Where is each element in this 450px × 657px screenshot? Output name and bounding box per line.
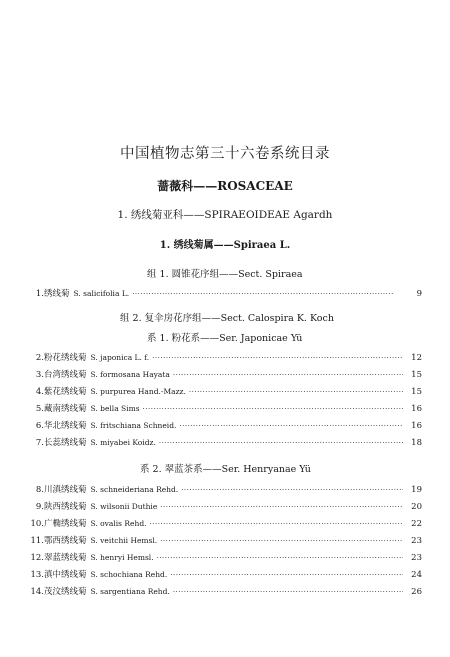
entry-scientific-name: S. bella Sims — [90, 404, 140, 413]
dot-leader — [132, 290, 403, 298]
entry-chinese-name: 华北绣线菊 — [44, 421, 87, 431]
dot-leader — [189, 388, 403, 396]
entry-scientific-name: S. salicifolia L. — [73, 289, 130, 298]
entry-scientific-name: S. purpurea Hand.-Mazz. — [90, 387, 186, 396]
entry-chinese-name: 绣线菊 — [44, 289, 70, 299]
dot-leader — [173, 588, 403, 596]
entry-chinese-name: 川滇绣线菊 — [44, 485, 87, 495]
entry-chinese-name: 陕西绣线菊 — [44, 502, 87, 512]
dot-leader — [143, 405, 403, 413]
list-item — [18, 568, 422, 581]
entry-page-number: 26 — [411, 587, 422, 597]
entry-number: 12. — [30, 553, 44, 563]
entry-scientific-name: S. wilsonii Duthie — [90, 502, 158, 511]
list-item — [18, 585, 422, 598]
series-header-2: 系 2. 翠蓝茶系——Ser. Henryanae Yü — [140, 464, 311, 475]
dot-leader — [160, 503, 403, 511]
dot-leader — [152, 354, 403, 362]
list-item — [18, 368, 422, 381]
list-item — [18, 287, 422, 300]
entry-page-number: 19 — [411, 485, 422, 495]
list-item — [18, 483, 422, 496]
dot-leader — [179, 422, 403, 430]
entry-number: 3. — [35, 370, 44, 380]
list-item — [18, 351, 422, 364]
list-item — [18, 419, 422, 432]
entry-number: 4. — [35, 387, 44, 397]
family-heading: 蔷薇科——ROSACEAE — [157, 179, 293, 193]
entry-scientific-name: S. schneideriana Rehd. — [90, 485, 179, 494]
dot-leader — [157, 554, 403, 562]
entry-number: 1. — [35, 289, 44, 299]
entry-page-number: 20 — [411, 502, 422, 512]
entry-number: 9. — [35, 502, 44, 512]
dot-leader — [173, 371, 403, 379]
entry-chinese-name: 台湾绣线菊 — [44, 370, 87, 380]
entry-page-number: 23 — [411, 553, 422, 563]
entry-page-number: 12 — [411, 353, 422, 363]
dot-leader — [150, 520, 403, 528]
list-item — [18, 402, 422, 415]
entry-scientific-name: S. miyabei Koidz. — [90, 438, 156, 447]
entry-page-number: 16 — [411, 404, 422, 414]
entry-chinese-name: 粉花绣线菊 — [44, 353, 87, 363]
genus-heading: 1. 绣线菊属——Spiraea L. — [159, 240, 291, 251]
list-item — [18, 436, 422, 449]
list-item — [18, 500, 422, 513]
entry-chinese-name: 翠蓝绣线菊 — [44, 553, 87, 563]
entry-chinese-name: 长蕊绣线菊 — [44, 438, 87, 448]
entry-scientific-name: S. formosana Hayata — [90, 370, 170, 379]
entry-scientific-name: S. veitchii Hemsl. — [90, 536, 158, 545]
entry-page-number: 18 — [411, 438, 422, 448]
entry-page-number: 23 — [411, 536, 422, 546]
entry-number: 13. — [30, 570, 44, 580]
entry-number: 5. — [35, 404, 44, 414]
entry-scientific-name: S. sargentiana Rehd. — [90, 587, 170, 596]
entry-scientific-name: S. ovalis Rehd. — [90, 519, 147, 528]
entry-scientific-name: S. henryi Hemsl. — [90, 553, 154, 562]
subfamily-heading: 1. 绣线菊亚科——SPIRAEOIDEAE Agardh — [117, 209, 333, 221]
entry-page-number: 24 — [411, 570, 422, 580]
entry-chinese-name: 藏南绣线菊 — [44, 404, 87, 414]
dot-leader — [160, 537, 403, 545]
entry-chinese-name: 滇中绣线菊 — [44, 570, 87, 580]
list-item — [18, 517, 422, 530]
entry-number: 10. — [30, 519, 44, 529]
series-header-1: 系 1. 粉花系——Ser. Japonicae Yü — [147, 333, 303, 344]
entry-number: 14. — [30, 587, 44, 597]
entry-number: 2. — [35, 353, 44, 363]
entry-scientific-name: S. japonica L. f. — [90, 353, 150, 362]
entry-number: 11. — [30, 536, 44, 546]
section-header-1: 组 1. 圆锥花序组——Sect. Spiraea — [147, 269, 303, 280]
entry-chinese-name: 鄂西绣线菊 — [44, 536, 87, 546]
entry-page-number: 22 — [411, 519, 422, 529]
entry-page-number: 16 — [411, 421, 422, 431]
dot-leader — [170, 571, 403, 579]
dot-leader — [181, 486, 403, 494]
entry-number: 6. — [35, 421, 44, 431]
entry-chinese-name: 茂汶绣线菊 — [44, 587, 87, 597]
list-item — [18, 385, 422, 398]
entry-scientific-name: S. fritschiana Schneid. — [90, 421, 177, 430]
entry-page-number: 15 — [411, 387, 422, 397]
dot-leader — [159, 439, 403, 447]
entry-chinese-name: 广椭绣线菊 — [44, 519, 87, 529]
entry-number: 8. — [35, 485, 44, 495]
entry-page-number: 15 — [411, 370, 422, 380]
list-item — [18, 534, 422, 547]
page-title: 中国植物志第三十六卷系统目录 — [120, 146, 330, 162]
entry-number: 7. — [35, 438, 44, 448]
entry-page-number: 9 — [416, 289, 422, 299]
section-header-2: 组 2. 复伞房花序组——Sect. Calospira K. Koch — [120, 313, 334, 324]
entry-chinese-name: 紫花绣线菊 — [44, 387, 87, 397]
entry-scientific-name: S. schochiana Rehd. — [90, 570, 168, 579]
list-item — [18, 551, 422, 564]
